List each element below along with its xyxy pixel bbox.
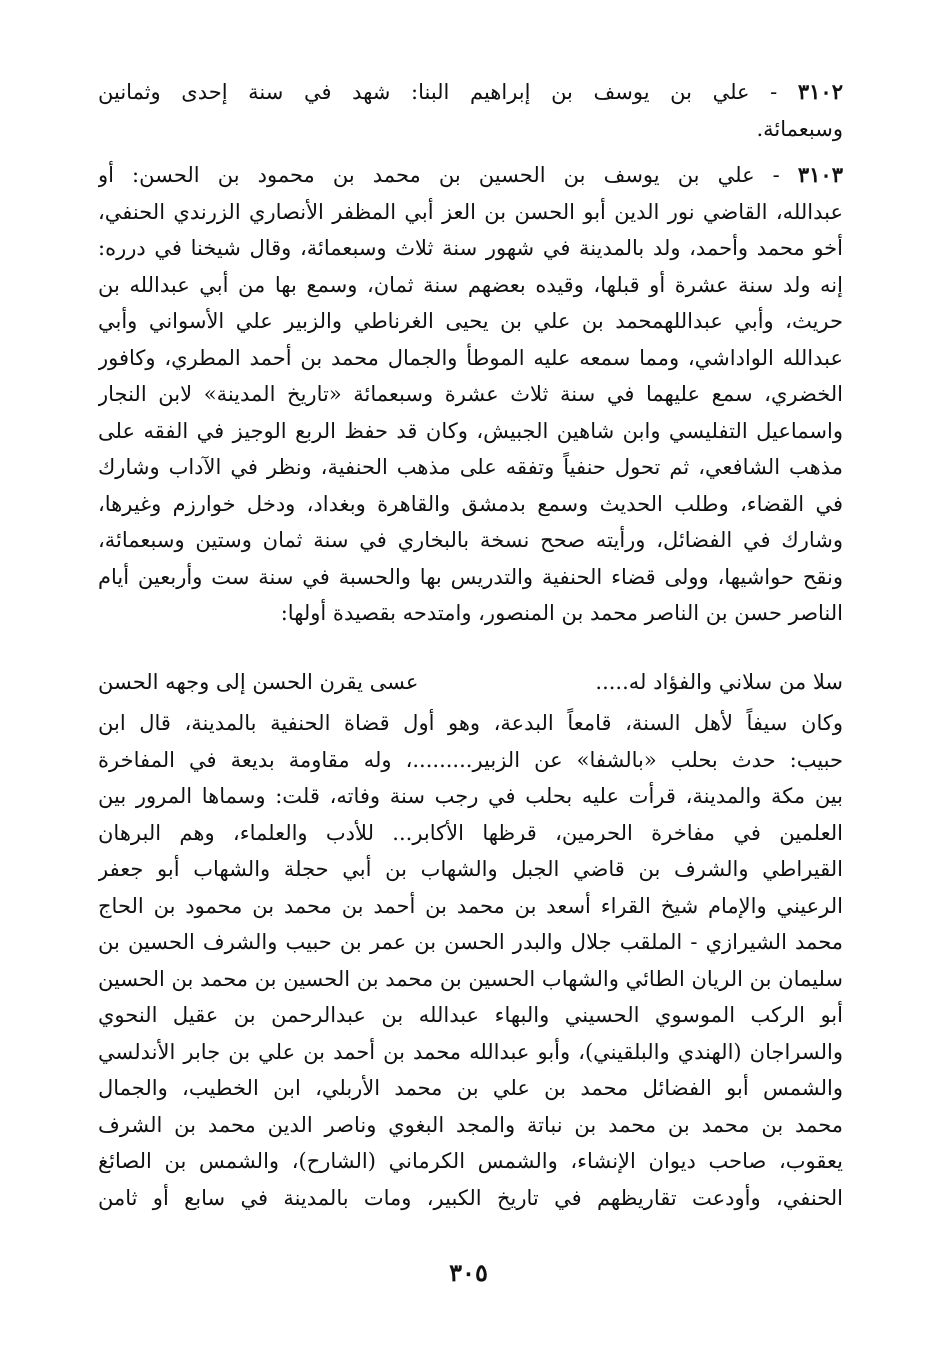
entry-3103-line-5: حريث، وأبي عبداللهمحمد بن علي بن يحيى الغرناطي والزبير علي الأسواني وأبي: [98, 309, 843, 333]
entry-3102-line-1-text: - علي بن يوسف بن إبراهيم البنا: شهد في سنة إحدى وثمانين: [98, 80, 778, 104]
entry-3103-line-11: وشارك في الفضائل، ورأيته صحح نسخة بالبخاري في سنة ثمان وستين وسبعمائة،: [98, 528, 843, 552]
entry-3103-line-4: إنه ولد سنة عشرة أو قبلها، وقيده بعضهم سنة ثمان، وسمع بها من أبي عبدالله بن: [98, 272, 843, 297]
continuation-line-5: القيراطي والشرف بن قاضي الجبل والشهاب بن أبي حجلة والشهاب أبو جعفر: [98, 857, 843, 881]
entry-3102-line-2: وسبعمائة.: [756, 116, 843, 141]
continuation-line-3: بين مكة والمدينة، قرأت عليه بحلب في رجب سنة وفاته، قلت: وسماها المرور بين: [98, 784, 843, 808]
entry-3102-line-1: [98, 74, 843, 111]
continuation-line-12: محمد بن محمد بن محمد بن نباتة والمجد البغوي وناصر الدين محمد بن الشرف: [98, 1112, 843, 1137]
entry-3103-line-7: الخضري، سمع عليهما في سنة ثلاث عشرة وسبعمائة «تاريخ المدينة» لابن النجار: [98, 382, 843, 406]
continuation-line-13: يعقوب، صاحب ديوان الإنشاء، والشمس الكرماني (الشارح)، والشمس بن الصائغ: [98, 1149, 843, 1173]
continuation-line-2: حبيب: حدث بحلب «بالشفا» عن الزبير.........، وله مقاومة بديعة في المفاخرة: [98, 747, 843, 772]
continuation-line-7: محمد الشيرازي - الملقب جلال والبدر الحسن بن عمر بن حبيب والشرف الحسين بن: [98, 930, 843, 954]
continuation-line-8: سليمان بن الريان الطائي والشهاب الحسين بن محمد بن الحسين بن محمد بن الحسين: [98, 966, 843, 991]
entry-3103-number: ٣١٠٣: [797, 162, 843, 187]
continuation-line-9: أبو الركب الموسوي الحسيني والبهاء عبدالله بن عبدالرحمن بن عقيل النحوي: [98, 1003, 843, 1027]
continuation-line-14: الحنفي، وأودعت تقاريظهم في تاريخ الكبير، ومات بالمدينة في سابع أو ثامن: [98, 1185, 843, 1210]
entry-3103-line-8: واسماعيل التفليسي وابن شاهين الجبيش، وكان قد حفظ الربع الوجيز في الفقه على: [98, 418, 843, 443]
poem-first-hemistich: سلا من سلاني والفؤاد له.....: [595, 670, 843, 694]
continuation-line-10: والسراجان (الهندي والبلقيني)، وأبو عبدالله محمد بن أحمد بن علي بن جابر الأندلسي: [98, 1039, 843, 1064]
entry-3102-number: ٣١٠٢: [797, 79, 843, 104]
entry-3103-line-3: أخو محمد وأحمد، ولد بالمدينة في شهور سنة ثلاث وسبعمائة، وقال شيخنا في درره:: [98, 236, 843, 260]
continuation-line-1: وكان سيفاً لأهل السنة، قامعاً البدعة، وهو أول قضاة الحنفية بالمدينة، قال ابن: [98, 711, 843, 735]
entry-3103: [98, 157, 843, 632]
poem-second-hemistich: عسى يقرن الحسن إلى وجهه الحسن: [98, 670, 419, 694]
entry-3103-line-6: عبدالله الواداشي، ومما سمعه عليه الموطأ والجمال محمد بن أحمد المطري، وكافور: [98, 345, 843, 370]
entry-3103-line-12: ونقح حواشيها، وولى قضاء الحنفية والتدريس بها والحسبة في سنة ست وأربعين أيام: [98, 564, 843, 589]
continuation-line-4: العلمين في مفاخرة الحرمين، قرظها الأكابر... للأدب والعلماء، وهم البرهان: [98, 820, 843, 845]
entry-3103-line-2: عبدالله، القاضي نور الدين أبو الحسن بن العز أبي المظفر الأنصاري الزرندي الحنفي،: [98, 199, 843, 224]
entry-3103-line-1-text: - علي بن يوسف بن الحسين بن محمد بن محمود بن الحسن: أو: [98, 163, 780, 187]
entry-3103-line-1: [98, 157, 843, 194]
entry-3103-line-10: في القضاء، وطلب الحديث وسمع بدمشق والقاهرة وبغداد، ودخل خوارزم وغيرها،: [98, 491, 843, 516]
entry-3103-line-9: مذهب الشافعي، ثم تحول حنفياً وتفقه على مذهب الحنفية، ونظر في الآداب وشارك: [98, 455, 843, 479]
entry-3102: [98, 74, 843, 147]
entry-3103-line-13: الناصر حسن بن الناصر محمد بن المنصور، وامتدحه بقصيدة أولها:: [280, 601, 843, 625]
page-number: ٣٠٥: [449, 1258, 488, 1287]
poem-verse: [98, 662, 843, 702]
entry-3103-continuation: [98, 705, 843, 1216]
continuation-line-11: والشمس أبو الفضائل محمد بن علي بن محمد الأربلي، ابن الخطيب، والجمال: [98, 1076, 843, 1100]
continuation-line-6: الرعيني والإمام شيخ القراء أسعد بن محمد بن أحمد بن محمد بن محمود بن الحاج: [98, 893, 843, 918]
